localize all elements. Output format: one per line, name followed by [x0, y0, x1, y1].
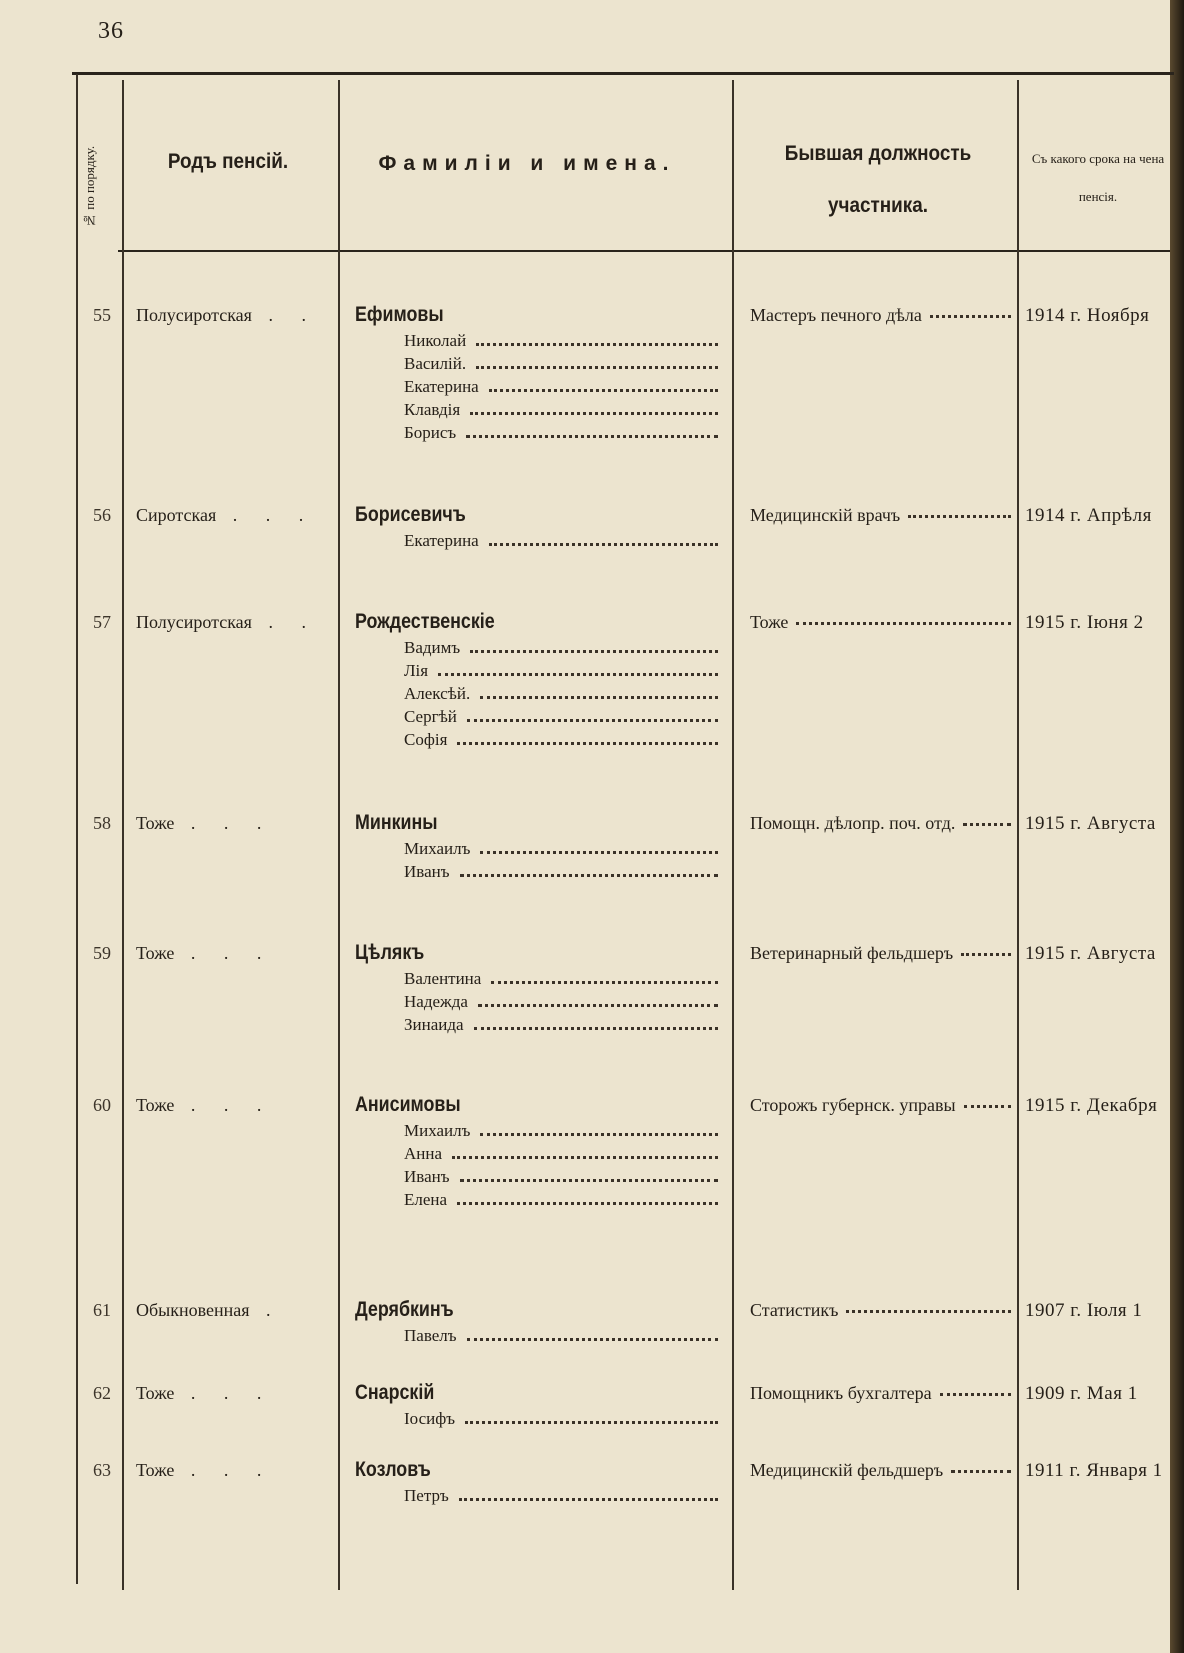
former-post: [750, 505, 1015, 526]
pension-since: 1915 г. Августа: [1025, 943, 1156, 964]
dot-leader: [459, 1486, 718, 1501]
pension-kind: [136, 1460, 346, 1481]
family-member: [404, 862, 724, 885]
family-surname: Рождественскiе: [355, 610, 495, 633]
dot-leader: [489, 377, 718, 392]
member-list: [404, 1121, 724, 1213]
member-name: Елена: [404, 1190, 448, 1209]
pension-kind-dots: . . .: [174, 1460, 274, 1480]
member-name: Клавдiя: [404, 400, 461, 419]
member-list: [404, 331, 724, 446]
header-pension-kind: Родъ пенсiй.: [167, 150, 289, 173]
dot-leader: [940, 1383, 1011, 1396]
family-surname: Минкины: [355, 811, 438, 834]
pension-kind-label: Обыкновенная: [136, 1300, 250, 1320]
member-list: [404, 531, 724, 554]
family-member: [404, 730, 724, 753]
row-number: 61: [93, 1300, 111, 1320]
row-number: 55: [93, 305, 111, 325]
former-post-label: Помощн. дѣлопр. поч. отд.: [750, 813, 956, 833]
family-member: [404, 1121, 724, 1144]
member-list: [404, 969, 724, 1038]
header-names: Фамилiи и имена.: [378, 152, 676, 175]
dot-leader: [478, 992, 718, 1007]
member-name: Иванъ: [404, 1167, 450, 1186]
member-name: Софiя: [404, 730, 448, 749]
dot-leader: [491, 969, 718, 984]
pension-kind-label: Полусиротская: [136, 612, 252, 632]
table-top-rule: [72, 72, 1174, 75]
family-member: [404, 354, 724, 377]
pension-kind-label: Тоже: [136, 1095, 175, 1115]
family-surname: Снарскiй: [355, 1381, 435, 1404]
family-member: [404, 531, 724, 554]
dot-leader: [438, 661, 718, 676]
pension-kind: [136, 943, 346, 964]
member-name: Зинаида: [404, 1015, 464, 1034]
pension-kind: [136, 1383, 346, 1404]
member-name: Петръ: [404, 1486, 449, 1505]
pension-kind-dots: . . .: [174, 813, 274, 833]
member-name: Павелъ: [404, 1326, 457, 1345]
pension-since: 1915 г. Iюня 2: [1025, 612, 1144, 633]
pension-kind-dots: . .: [251, 305, 318, 325]
family-member: [404, 1015, 724, 1038]
dot-leader: [961, 943, 1011, 956]
member-name: Иванъ: [404, 862, 450, 881]
pension-since: 1911 г. Января 1: [1025, 1460, 1163, 1481]
pension-kind-dots: . . .: [174, 1383, 274, 1403]
page-number: 36: [98, 18, 124, 44]
column-divider: [732, 80, 734, 1590]
dot-leader: [466, 423, 718, 438]
dot-leader: [460, 1167, 718, 1182]
family-surname: Цѣлякъ: [355, 941, 425, 964]
row-number: 60: [93, 1095, 111, 1115]
dot-leader: [480, 839, 718, 854]
former-post-label: Тоже: [750, 612, 789, 632]
column-divider: [122, 80, 124, 1590]
pension-kind-dots: . . .: [216, 505, 316, 525]
pension-since: 1915 г. Августа: [1025, 813, 1156, 834]
member-name: Надежда: [404, 992, 468, 1011]
row-number: 63: [93, 1460, 111, 1480]
pension-kind: [136, 305, 346, 326]
former-post: [750, 305, 1015, 326]
family-member: [404, 969, 724, 992]
dot-leader: [467, 707, 718, 722]
family-member: [404, 707, 724, 730]
dot-leader: [467, 1326, 718, 1341]
former-post-label: Медицинскiй фельдшеръ: [750, 1460, 944, 1480]
member-name: Василiй.: [404, 354, 467, 373]
header-number: № по порядку.: [82, 145, 97, 229]
dot-leader: [470, 400, 718, 415]
pension-kind-dots: . .: [251, 612, 318, 632]
pension-kind-dots: .: [249, 1300, 283, 1320]
pension-kind: [136, 612, 346, 633]
family-surname: Анисимовы: [355, 1093, 461, 1116]
family-member: [404, 1190, 724, 1213]
member-name: Лiя: [404, 661, 429, 680]
family-surname: Ефимовы: [355, 303, 444, 326]
member-name: Алексѣй.: [404, 684, 471, 703]
pension-since: 1914 г. Ноября: [1025, 305, 1150, 326]
family-member: [404, 1409, 724, 1432]
member-name: Екатерина: [404, 531, 479, 550]
former-post: [750, 943, 1015, 964]
former-post-label: Ветеринарный фельдшеръ: [750, 943, 954, 963]
pension-kind: [136, 505, 346, 526]
header-pension-since: Съ какого срока на чена пенсiя.: [1031, 151, 1165, 204]
dot-leader: [476, 354, 718, 369]
dot-leader: [480, 684, 718, 699]
former-post: [750, 813, 1015, 834]
dot-leader: [951, 1460, 1011, 1473]
former-post-label: Помощникъ бухгалтера: [750, 1383, 932, 1403]
pension-kind-label: Сиротская: [136, 505, 217, 525]
dot-leader: [908, 505, 1011, 518]
former-post-label: Медицинскiй врачъ: [750, 505, 901, 525]
dot-leader: [452, 1144, 718, 1159]
member-list: [404, 1486, 724, 1509]
pension-kind: [136, 1095, 346, 1116]
pension-since: 1914 г. Апрѣля: [1025, 505, 1152, 526]
dot-leader: [460, 862, 718, 877]
member-list: [404, 638, 724, 753]
dot-leader: [489, 531, 718, 546]
pension-kind: [136, 1300, 346, 1321]
dot-leader: [480, 1121, 718, 1136]
row-number: 57: [93, 612, 111, 632]
pension-kind-label: Полусиротская: [136, 305, 252, 325]
member-name: Михаилъ: [404, 839, 471, 858]
dot-leader: [465, 1409, 718, 1424]
former-post-label: Сторожъ губернск. управы: [750, 1095, 956, 1115]
pension-since: 1909 г. Мая 1: [1025, 1383, 1138, 1404]
member-name: Борисъ: [404, 423, 457, 442]
former-post: [750, 1383, 1015, 1404]
former-post-label: Мастеръ печного дѣла: [750, 305, 922, 325]
family-surname: Козловъ: [355, 1458, 431, 1481]
pension-since: 1907 г. Iюля 1: [1025, 1300, 1143, 1321]
family-member: [404, 1486, 724, 1509]
row-number: 59: [93, 943, 111, 963]
family-surname: Дерябкинъ: [355, 1298, 454, 1321]
pension-since: 1915 г. Декабря: [1025, 1095, 1158, 1116]
header-bottom-rule: [118, 250, 1170, 252]
family-member: [404, 661, 724, 684]
former-post: [750, 1095, 1015, 1116]
header-former-post: Бывшая должность участника.: [784, 142, 972, 217]
former-post: [750, 612, 1015, 633]
pension-kind: [136, 813, 346, 834]
pension-kind-label: Тоже: [136, 813, 175, 833]
dot-leader: [963, 813, 1011, 826]
row-number: 62: [93, 1383, 111, 1403]
row-number: 56: [93, 505, 111, 525]
dot-leader: [796, 612, 1011, 625]
member-list: [404, 839, 724, 885]
family-member: [404, 1144, 724, 1167]
family-surname: Борисевичъ: [355, 503, 466, 526]
former-post: [750, 1300, 1015, 1321]
pension-kind-label: Тоже: [136, 1460, 175, 1480]
member-name: Михаилъ: [404, 1121, 471, 1140]
family-member: [404, 638, 724, 661]
member-name: Валентина: [404, 969, 482, 988]
family-member: [404, 839, 724, 862]
former-post-label: Статистикъ: [750, 1300, 839, 1320]
pension-kind-label: Тоже: [136, 943, 175, 963]
column-divider: [1017, 80, 1019, 1590]
pension-kind-dots: . . .: [174, 943, 274, 963]
dot-leader: [930, 305, 1011, 318]
pension-kind-label: Тоже: [136, 1383, 175, 1403]
member-list: [404, 1326, 724, 1349]
member-list: [404, 1409, 724, 1432]
dot-leader: [846, 1300, 1011, 1313]
member-name: Екатерина: [404, 377, 479, 396]
family-member: [404, 1167, 724, 1190]
member-name: Сергѣй: [404, 707, 457, 726]
family-member: [404, 423, 724, 446]
dot-leader: [470, 638, 718, 653]
dot-leader: [964, 1095, 1011, 1108]
dot-leader: [476, 331, 718, 346]
family-member: [404, 992, 724, 1015]
former-post: [750, 1460, 1015, 1481]
family-member: [404, 684, 724, 707]
dot-leader: [474, 1015, 718, 1030]
family-member: [404, 400, 724, 423]
column-divider: [76, 74, 78, 1584]
member-name: Iосифъ: [404, 1409, 456, 1428]
dot-leader: [457, 730, 718, 745]
member-name: Вадимъ: [404, 638, 461, 657]
member-name: Николай: [404, 331, 467, 350]
pension-kind-dots: . . .: [174, 1095, 274, 1115]
row-number: 58: [93, 813, 111, 833]
member-name: Анна: [404, 1144, 443, 1163]
family-member: [404, 377, 724, 400]
family-member: [404, 331, 724, 354]
dot-leader: [457, 1190, 718, 1205]
family-member: [404, 1326, 724, 1349]
